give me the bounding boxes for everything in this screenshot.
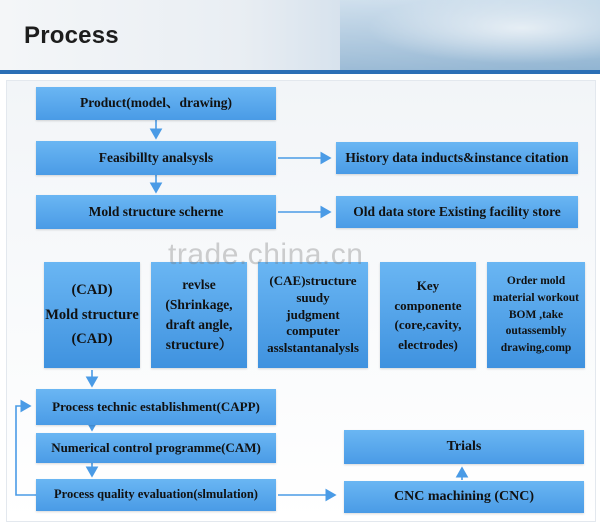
revise-line-3: draft angle, [165,317,233,332]
key-components-column [380,262,476,368]
cad-line-1: (CAD) [71,282,113,299]
cae-line-4: computer [286,323,340,339]
cad-column [44,262,140,368]
feasibility-box: Feasibillty analsysls [36,141,276,175]
cnc-machining-box: CNC machining (CNC) [344,481,584,513]
cae-line-1: (CAE)structure [269,272,357,288]
arrow-feedback-loop [16,406,36,495]
key-line-1: Key [416,278,440,293]
order-line-3: BOM ,take [508,308,564,321]
cad-line-3: (CAD) [71,331,113,348]
revise-line-2: (Shrinkage, [165,296,233,312]
capp-box: Process technic establishment(CAPP) [36,389,276,425]
revise-line-1: revlse [182,276,216,292]
revise-column [151,262,247,368]
key-line-3: (core,cavity, [394,317,462,332]
key-line-4: electrodes) [398,336,458,352]
cad-line-2: Mold structure [45,306,139,323]
trials-box: Trials [344,430,584,464]
order-line-2: material workout [493,291,579,304]
quality-evaluation-box: Process quality evaluation(slmulation) [36,479,276,511]
key-line-2: componente [394,297,462,313]
cam-box: Numerical control programme(CAM) [36,433,276,463]
cae-line-3: judgment [286,306,340,322]
order-line-1: Order mold [506,275,566,288]
cae-line-2: suudy [296,289,330,305]
revise-line-4: structure） [165,337,233,353]
watermark-text: trade.china.cn [168,238,364,271]
cae-line-5: asslstantanalysls [267,340,359,356]
order-mold-column [487,262,585,368]
product-box: Product(model、drawing) [36,87,276,120]
cae-column [258,262,368,368]
old-data-box: Old data store Existing facility store [336,196,578,228]
mold-scheme-box: Mold structure scherne [36,195,276,229]
page-title: Process [24,22,119,49]
history-data-box: History data inducts&instance citation [336,142,578,174]
order-line-5: drawing,comp [500,342,572,354]
order-line-4: outassembly [505,325,567,338]
